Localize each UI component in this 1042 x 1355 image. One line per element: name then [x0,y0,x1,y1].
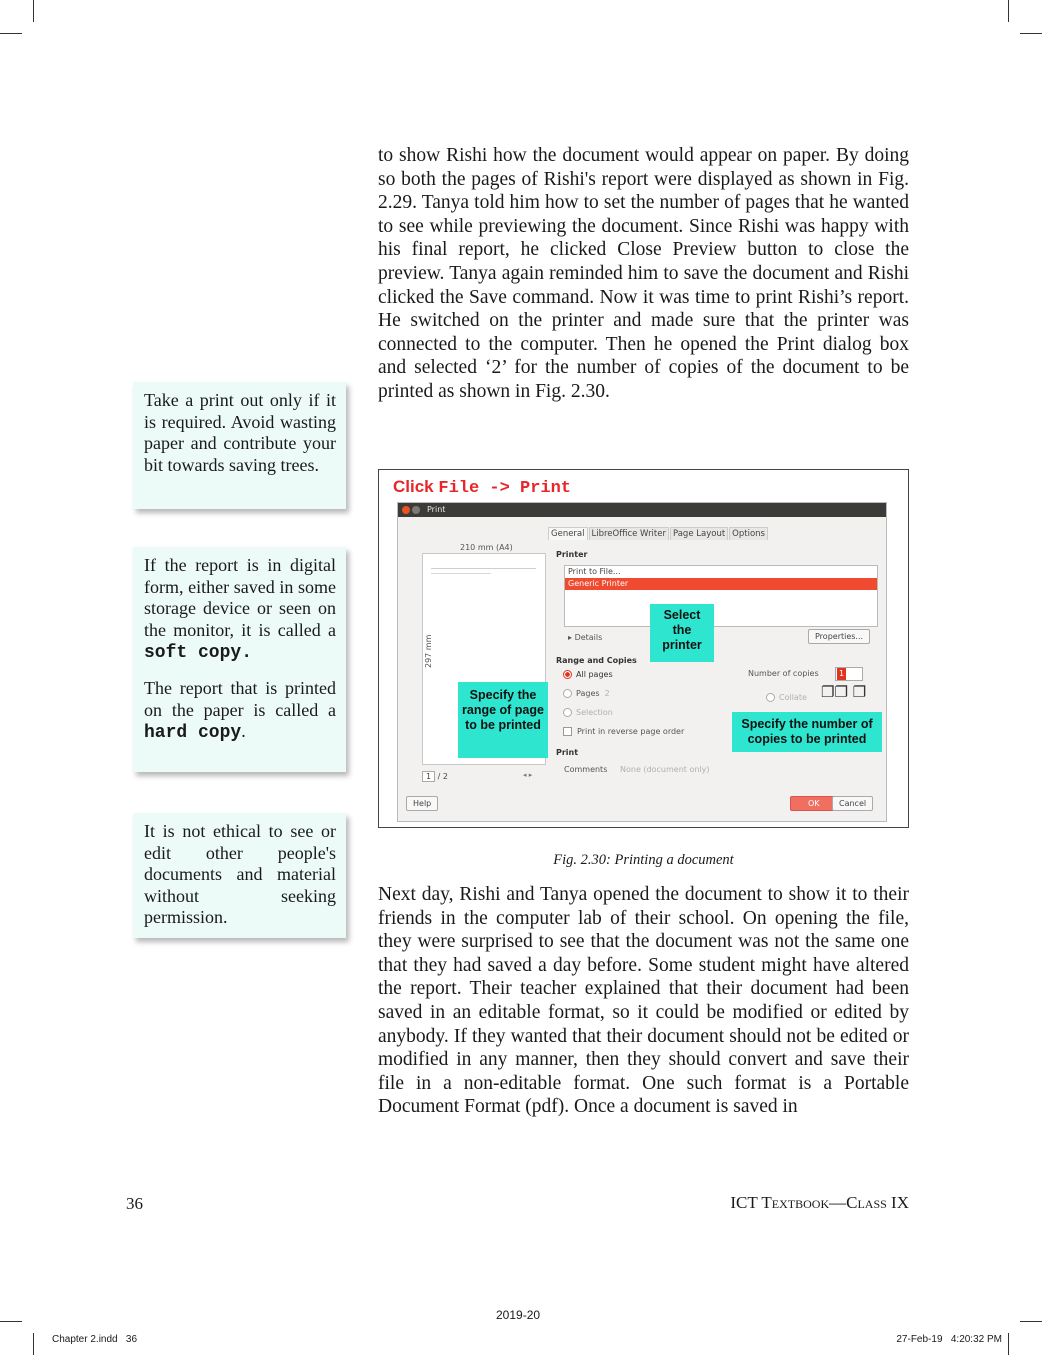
code-term: hard copy [144,723,242,744]
expand-arrow-icon: ▸ [568,633,573,642]
details-label: Details [574,633,603,642]
radio-icon [563,689,572,698]
side-note [133,547,346,772]
printer-item-selected[interactable]: Generic Printer [565,578,877,590]
tab-general[interactable]: General [548,527,588,540]
body-paragraph: to show Rishi how the document would appear on paper. By doing so both the pages of Rishi's report were displayed as shown in Fig. 2.29. Tanya told him how to set the number of pages that he wanted to see while previewing the document. Since Rishi was happy with his final report, he clicked Close Preview button to close the preview. Tanya again reminded him to save the document and Rishi clicked the Save command. Now it was time to print Rishi’s report. He switched on the printer and made sure that the printer was connected to the computer. Then he opened the Print dialog box and selected ‘2’ for the number of copies of the document to be printed as shown in Fig. 2.30. [378,145,909,402]
all-pages-option[interactable] [563,670,613,679]
side-note [133,382,346,509]
side-note-text: It is not ethical to see or edit other people's documents and material without seeking permission. [144,821,336,928]
copies-label: Number of copies [748,669,819,678]
print-heading: Print [556,748,579,757]
reverse-order-label: Print in reverse page order [577,727,685,736]
side-note-text [144,555,336,665]
radio-icon [563,708,572,717]
crop-mark [1020,1321,1042,1322]
all-pages-label: All pages [576,670,613,679]
page-navigator [422,771,448,782]
page-text-line [431,568,536,569]
selection-label: Selection [576,708,613,717]
checkbox-icon [563,727,572,736]
collate-label: Collate [779,693,807,702]
print-timestamp: 27-Feb-19 4:20:32 PM [896,1334,1002,1345]
click-word: Click [393,477,434,496]
figure-print-dialog [378,469,909,828]
crop-mark [0,33,22,34]
next-page-icon[interactable]: ▸ [528,771,533,779]
radio-icon [766,693,775,702]
menu-command: File -> Print [438,479,571,498]
dialog-titlebar [398,503,886,517]
details-expander[interactable] [568,633,602,642]
close-icon[interactable] [402,506,410,514]
click-instruction [393,477,571,498]
crop-mark [1020,33,1042,34]
tab-page-layout[interactable]: Page Layout [670,527,728,540]
callout-specify-copies: Specify the number of copies to be printed [732,712,882,752]
body-paragraph: Next day, Rishi and Tanya opened the document to show it to their friends in the computer lab of their school. On opening the file, they were surprised to see that the document was not the same one that they had saved a day before. Some student might have altered the report. Their teacher explained that their document had been saved in an editable format, so it could be modified or edited by anybody. If they wanted that their document should not be edited or modified in any manner, then they should convert and save their file in a non-editable format. One such format is a Portable Document Format (pdf). Once a document is saved in [378,884,909,1118]
dialog-title: Print [427,505,446,514]
side-note-text [144,678,336,745]
printer-list [564,565,878,627]
collate-option[interactable] [766,693,807,702]
printer-item[interactable]: Print to File... [568,567,621,576]
pages-label: Pages [576,689,600,698]
running-footer: ICT Textbook—Class IX [730,1193,909,1212]
properties-button[interactable]: Properties... [808,629,870,644]
callout-select-printer: Select the printer [650,604,714,662]
page-number-input[interactable]: 1 [422,771,435,782]
callout-specify-range: Specify the range of page to be printed [458,682,548,758]
dialog-tabs [548,527,769,540]
comments-label: Comments [564,765,608,774]
comments-select[interactable]: None (document only) [620,765,710,774]
side-note-text-part: . [241,721,246,742]
page-text-line [431,573,491,574]
page-width-label: 210 mm (A4) [460,543,513,552]
pages-option[interactable] [563,689,610,698]
minimize-icon[interactable] [412,506,420,514]
selection-option[interactable] [563,708,613,717]
tab-options[interactable]: Options [729,527,768,540]
cancel-button[interactable]: Cancel [832,796,873,811]
printer-heading: Printer [556,550,588,559]
figure-caption: Fig. 2.30: Printing a document [553,852,734,868]
year-label: 2019-20 [496,1308,541,1322]
crop-mark [1008,1333,1009,1355]
range-heading: Range and Copies [556,656,637,665]
file-info: Chapter 2.indd 36 [52,1334,138,1345]
copies-value: 1 [839,669,845,678]
crop-mark [0,1321,22,1322]
page-nav-buttons [523,771,532,779]
side-note-text: Take a print out only if it is required. Avoid wasting paper and contribute your bit towards saving trees. [144,390,336,475]
page-total-label: / 2 [437,772,448,781]
collate-pages-icon: ❐❐ ❐ [821,683,867,701]
side-note-text-part: The report that is printed on the paper is called a [144,677,336,720]
print-dialog [397,502,887,822]
side-note [133,813,346,938]
pages-input[interactable]: 2 [604,689,610,698]
crop-mark [33,1333,34,1355]
prev-page-icon[interactable]: ◂ [523,771,527,779]
help-button[interactable]: Help [406,796,438,811]
copies-spinner[interactable] [835,667,863,681]
code-term: soft copy. [144,643,253,664]
page-number: 36 [126,1194,143,1213]
ok-button[interactable]: OK [790,796,838,811]
radio-icon [563,670,572,679]
crop-mark [1008,0,1009,22]
side-note-text-part: If the report is in digital form, either saved in some storage device or seen on the monitor, it is called a [144,555,336,640]
reverse-order-option[interactable] [563,727,684,736]
page-height-label: 297 mm [424,634,433,668]
tab-libreoffice-writer[interactable]: LibreOffice Writer [589,527,669,540]
crop-mark [33,0,34,22]
